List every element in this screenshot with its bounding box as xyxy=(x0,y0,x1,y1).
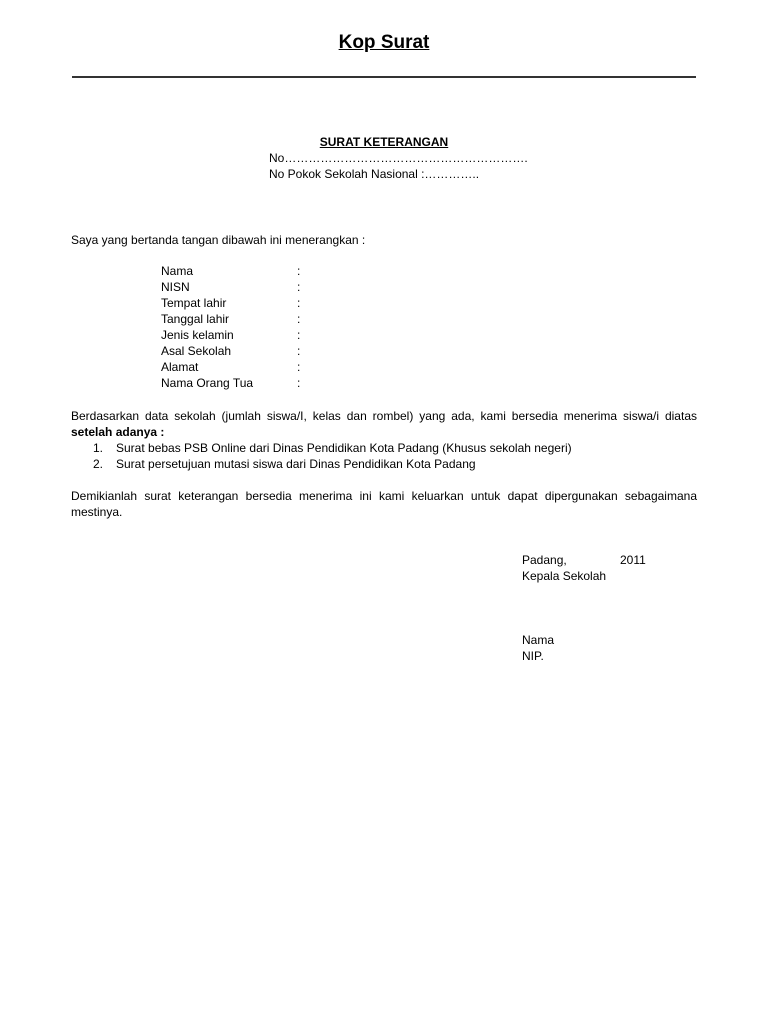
school-npsn: No Pokok Sekolah Nasional :………….. xyxy=(269,167,480,181)
field-colon: : xyxy=(297,360,301,374)
student-fields xyxy=(161,263,361,391)
field-row xyxy=(161,311,361,327)
letterhead-divider xyxy=(72,76,696,78)
letterhead-title: Kop Surat xyxy=(338,32,430,53)
signature-position: Kepala Sekolah xyxy=(522,569,607,583)
field-label: Tanggal lahir xyxy=(161,312,230,326)
field-label: Jenis kelamin xyxy=(161,328,234,342)
signature-year: 2011 xyxy=(620,553,646,567)
list-text: Surat persetujuan mutasi siswa dari Dinas Pendidikan Kota Padang xyxy=(116,457,476,471)
list-number: 1. xyxy=(93,441,104,455)
acceptance-text: Berdasarkan data sekolah (jumlah siswa/I, kelas dan rombel) yang ada, kami bersedia menerima siswa/i diatas xyxy=(71,409,697,423)
list-number: 2. xyxy=(93,457,104,471)
field-row xyxy=(161,359,361,375)
field-colon: : xyxy=(297,328,301,342)
field-label: Nama xyxy=(161,264,194,278)
field-colon: : xyxy=(297,264,301,278)
field-label: NISN xyxy=(161,280,190,294)
field-colon: : xyxy=(297,312,301,326)
signatory-nip: NIP. xyxy=(522,649,544,663)
acceptance-condition: setelah adanya : xyxy=(71,425,165,439)
acceptance-paragraph xyxy=(71,408,697,440)
field-colon: : xyxy=(297,376,301,390)
field-label: Asal Sekolah xyxy=(161,344,232,358)
signatory-name: Nama xyxy=(522,633,555,647)
field-label: Tempat lahir xyxy=(161,296,227,310)
field-row xyxy=(161,375,361,391)
intro-statement: Saya yang bertanda tangan dibawah ini menerangkan : xyxy=(71,233,366,247)
list-text: Surat bebas PSB Online dari Dinas Pendidikan Kota Padang (Khusus sekolah negeri) xyxy=(116,441,572,455)
letter-number: No……………………………………………………. xyxy=(269,151,528,165)
field-row xyxy=(161,279,361,295)
field-row xyxy=(161,295,361,311)
signature-place: Padang, xyxy=(522,553,567,567)
field-colon: : xyxy=(297,280,301,294)
letter-title: SURAT KETERANGAN xyxy=(319,135,449,149)
field-label: Nama Orang Tua xyxy=(161,376,254,390)
field-colon: : xyxy=(297,344,301,358)
field-row xyxy=(161,327,361,343)
field-row xyxy=(161,343,361,359)
field-label: Alamat xyxy=(161,360,199,374)
field-row xyxy=(161,263,361,279)
closing-paragraph: Demikianlah surat keterangan bersedia menerima ini kami keluarkan untuk dapat dipergunakan sebagaimana mestinya. xyxy=(71,489,697,519)
field-colon: : xyxy=(297,296,301,310)
